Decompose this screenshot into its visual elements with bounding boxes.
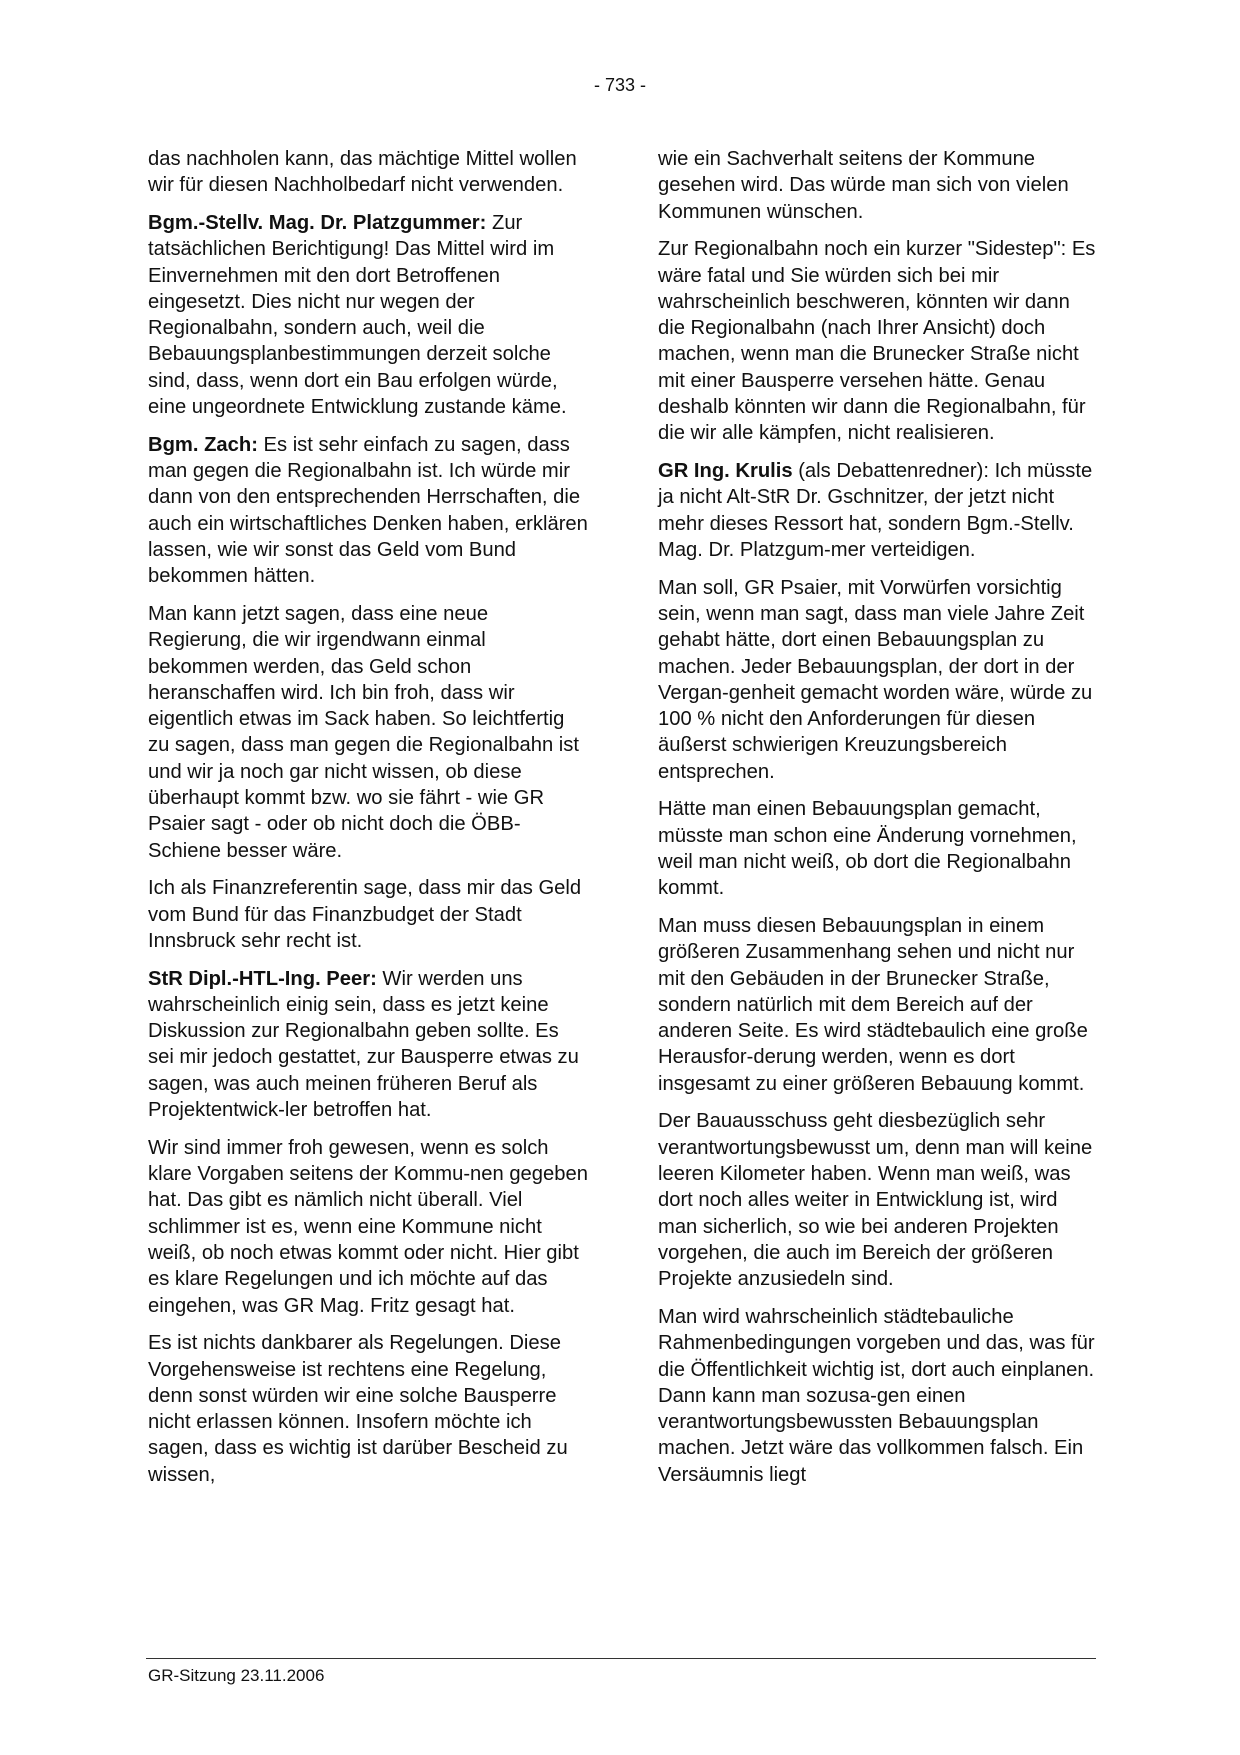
paragraph [148,601,588,864]
paragraph-text: Man kann jetzt sagen, dass eine neue Regierung, die wir irgendwann einmal bekommen werden, das Geld schon heranschaffen wird. Ich bin froh, dass wir eigentlich etwas im Sack haben. So leichtfertig zu sagen, dass man gegen die Regionalbahn ist und wir ja noch gar nicht wissen, ob diese überhaupt kommt bzw. wo sie fährt - wie GR Psaier sagt - oder ob nicht doch die ÖBB-Schiene besser wäre. [148,602,579,862]
paragraph [148,432,588,590]
paragraph-text: wie ein Sachverhalt seitens der Kommune gesehen wird. Das würde man sich von vielen Kommunen wünschen. [658,148,1069,223]
paragraph [658,913,1098,1097]
paragraph-text: Ich als Finanzreferentin sage, dass mir das Geld vom Bund für das Finanzbudget der Stadt Innsbruck sehr recht ist. [148,877,582,952]
paragraph [658,1304,1098,1488]
paragraph-text: Zur Regionalbahn noch ein kurzer "Sidestep": Es wäre fatal und Sie würden sich bei mir wahrscheinlich beschweren, könnten wir dann die Regionalbahn (nach Ihrer Ansicht) doch machen, wenn man die Brunecker Straße nicht mit einer Bausperre versehen hätte. Genau deshalb könnten wir dann die Regionalbahn, für die wir alle kämpfen, nicht realisieren. [658,238,1096,445]
paragraph [658,575,1098,785]
paragraph-text: Man soll, GR Psaier, mit Vorwürfen vorsichtig sein, wenn man sagt, dass man viele Jahre Zeit gehabt hätte, dort einen Bebauungsplan zu machen. Jeder Bebauungsplan, der dort in der Vergan-genheit gemacht worden wäre, würde zu 100 % nicht den Anforderungen für diesen äußerst schwierigen Kreuzungsbereich entsprechen. [658,576,1093,783]
paragraph-text: (als Debattenredner): Ich müsste ja nicht Alt-StR Dr. Gschnitzer, der jetzt nicht mehr dieses Ressort hat, sondern Bgm.-Stellv. Mag. Dr. Platzgum-mer verteidigen. [658,460,1093,561]
paragraph-text: Hätte man einen Bebauungsplan gemacht, müsste man schon eine Änderung vornehmen, weil man nicht weiß, ob dort die Regionalbahn kommt. [658,798,1077,900]
paragraph-text: das nachholen kann, das mächtige Mittel wollen wir für diesen Nachholbedarf nicht verwenden. [148,148,577,197]
footer-divider [146,1658,1096,1659]
speaker-name: Bgm. Zach: [148,433,258,456]
paragraph [658,146,1098,225]
paragraph-text: Der Bauausschuss geht diesbezüglich sehr verantwortungsbewusst um, denn man will keine leeren Kilometer haben. Wenn man weiß, was dort noch alles weiter in Entwicklung ist, wird man sicherlich, so wie bei anderen Projekten vorgehen, die auch im Bereich der größeren Projekte anzusiedeln sind. [658,1110,1093,1291]
paragraph-text: Wir sind immer froh gewesen, wenn es solch klare Vorgaben seitens der Kommu-nen gegeben hat. Das gibt es nämlich nicht überall. Viel schlimmer ist es, wenn eine Kommune nicht weiß, ob noch etwas kommt oder nicht. Hier gibt es klare Regelungen und ich möchte auf das eingehen, was GR Mag. Fritz gesagt hat. [148,1136,588,1317]
paragraph [148,146,588,199]
paragraph [658,458,1098,563]
paragraph [658,1108,1098,1292]
paragraph-text: Man muss diesen Bebauungsplan in einem größeren Zusammenhang sehen und nicht nur mit den Gebäuden in der Brunecker Straße, sondern natürlich mit dem Bereich auf der anderen Seite. Es wird städtebaulich eine große Herausfor-derung werden, wenn es dort insgesamt zu einer größeren Bebauung kommt. [658,914,1088,1095]
paragraph [148,966,588,1124]
speaker-name: GR Ing. Krulis [658,460,793,483]
paragraph [658,796,1098,901]
footer-session-date: GR-Sitzung 23.11.2006 [148,1666,325,1685]
paragraph [148,875,588,954]
left-column [148,146,588,1499]
paragraph-text: Wir werden uns wahrscheinlich einig sein, dass es jetzt keine Diskussion zur Regionalbahn geben sollte. Es sei mir jedoch gestattet, zur Bausperre etwas zu sagen, was auch meinen früheren Beruf als Projektentwick-ler betroffen hat. [148,967,579,1122]
paragraph [148,210,588,420]
right-column [658,146,1098,1499]
paragraph-text: Man wird wahrscheinlich städtebauliche Rahmenbedingungen vorgeben und das, was für die Öffentlichkeit wichtig ist, dort auch einplanen. Dann kann man sozusa-gen einen verantwortungsbewussten Bebauungsplan machen. Jetzt wäre das vollkommen falsch. Ein Versäumnis liegt [658,1305,1095,1486]
speaker-name: Bgm.-Stellv. Mag. Dr. Platzgummer: [148,211,487,234]
page-number: - 733 - [593,75,647,95]
paragraph [148,1135,588,1319]
paragraph-text: Zur tatsächlichen Berichtigung! Das Mittel wird im Einvernehmen mit den dort Betroffenen eingesetzt. Dies nicht nur wegen der Regionalbahn, sondern auch, weil die Bebauungsplanbestimmungen derzeit solche sind, dass, wenn dort ein Bau erfolgen würde, eine ungeordnete Entwicklung zustande käme. [148,211,567,419]
paragraph-text: Es ist sehr einfach zu sagen, dass man gegen die Regionalbahn ist. Ich würde mir dann von den entsprechenden Herrschaften, die auch ein wirtschaftliches Denken haben, erklären lassen, wie wir sonst das Geld vom Bund bekommen hätten. [148,433,588,588]
paragraph [148,1330,588,1488]
paragraph [658,236,1098,446]
paragraph-text: Es ist nichts dankbarer als Regelungen. Diese Vorgehensweise ist rechtens eine Regelung, denn sonst würden wir eine solche Bausperre nicht erlassen können. Insofern möchte ich sagen, dass es wichtig ist darüber Bescheid zu wissen, [148,1332,568,1486]
speaker-name: StR Dipl.-HTL-Ing. Peer: [148,967,377,990]
